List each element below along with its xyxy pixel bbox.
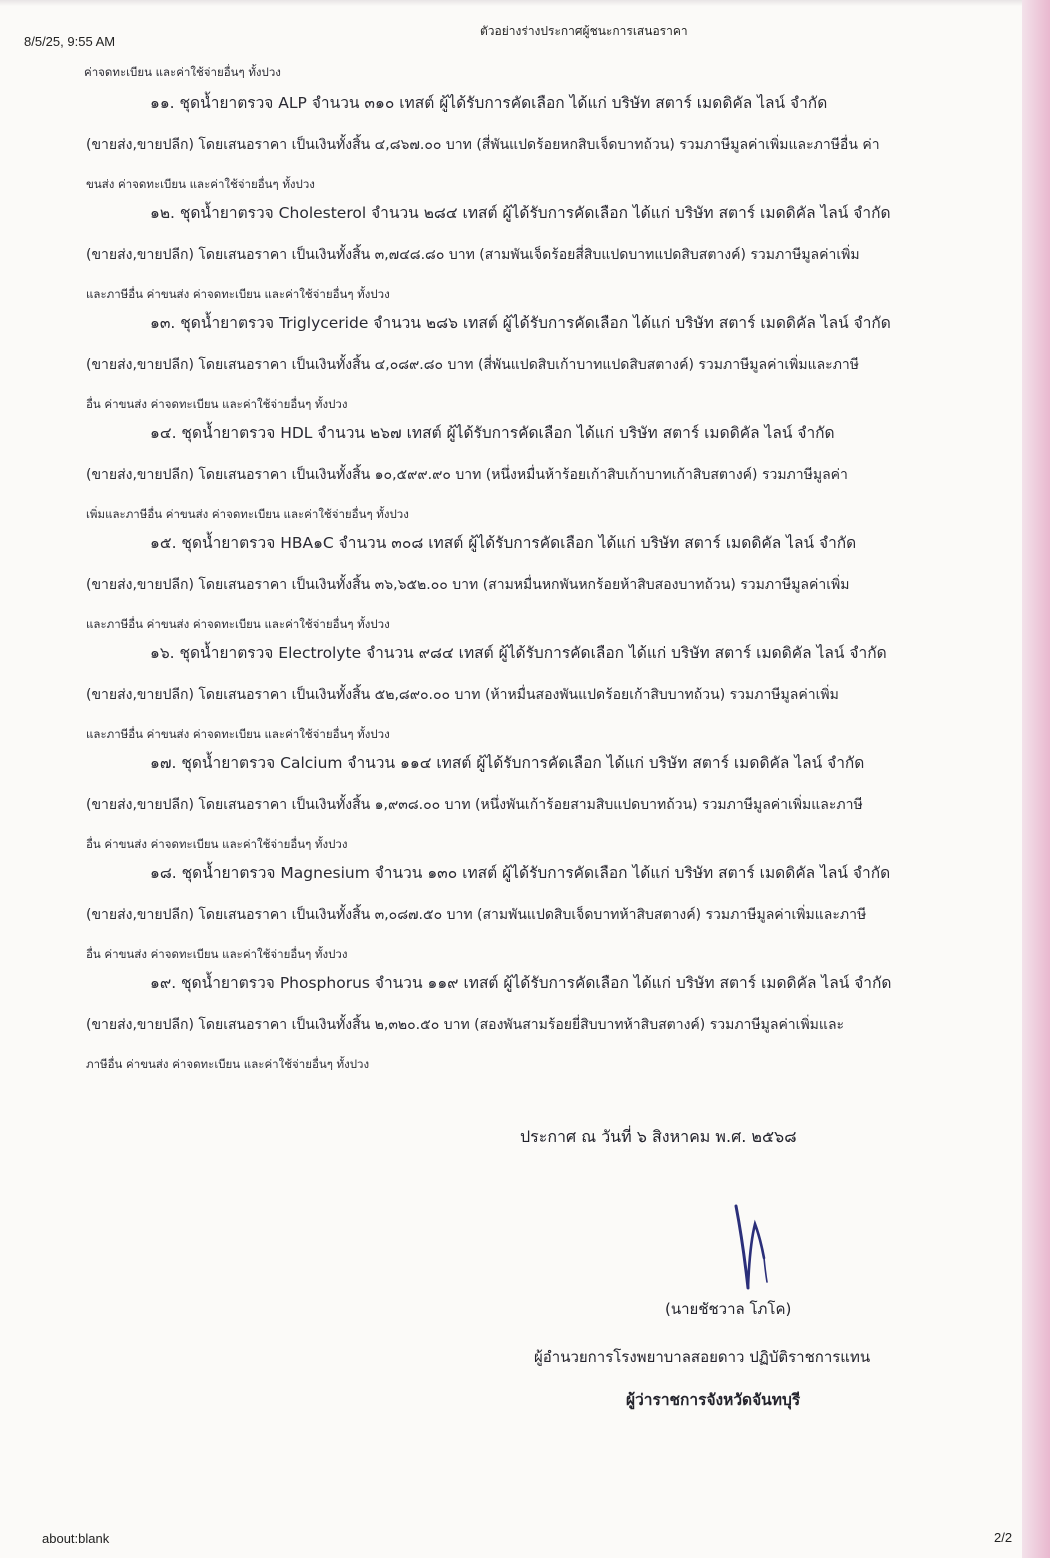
item-terms-line: อื่น ค่าขนส่ง ค่าจดทะเบียน และค่าใช้จ่ายอื่นๆ ทั้งปวง [86, 397, 348, 411]
item-terms-line: และภาษีอื่น ค่าขนส่ง ค่าจดทะเบียน และค่าใช้จ่ายอื่นๆ ทั้งปวง [86, 287, 390, 301]
item-price-line: (ขายส่ง,ขายปลีก) โดยเสนอราคา เป็นเงินทั้งสิ้น ๑๐,๕๙๙.๙๐ บาท (หนึ่งหมื่นห้าร้อยเก้าสิบเก้าบาทเก้าสิบสตางค์) รวมภาษีมูลค่า [86, 467, 848, 483]
item-price-line: (ขายส่ง,ขายปลีก) โดยเสนอราคา เป็นเงินทั้งสิ้น ๔,๘๖๗.๐๐ บาท (สี่พันแปดร้อยหกสิบเจ็ดบาทถ้วน) รวมภาษีมูลค่าเพิ่มและภาษีอื่น ค่า [86, 137, 880, 153]
item-price-line: (ขายส่ง,ขายปลีก) โดยเสนอราคา เป็นเงินทั้งสิ้น ๒,๓๒๐.๕๐ บาท (สองพันสามร้อยยี่สิบบาทห้าสิบสตางค์) รวมภาษีมูลค่าเพิ่มและ [86, 1017, 845, 1033]
page-top-shadow [0, 0, 1022, 6]
signature-mark [718, 1202, 788, 1292]
item-terms-line: ภาษีอื่น ค่าขนส่ง ค่าจดทะเบียน และค่าใช้จ่ายอื่นๆ ทั้งปวง [86, 1057, 370, 1071]
item-terms-line: และภาษีอื่น ค่าขนส่ง ค่าจดทะเบียน และค่าใช้จ่ายอื่นๆ ทั้งปวง [86, 727, 390, 741]
announcement-date: ประกาศ ณ วันที่ ๖ สิงหาคม พ.ศ. ๒๕๖๘ [520, 1127, 797, 1146]
item-lead-line: ๑๕. ชุดน้ำยาตรวจ HBA๑C จำนวน ๓๐๘ เทสต์ ผู้ได้รับการคัดเลือก ได้แก่ บริษัท สตาร์ เมดดิคัล ไลน์ จำกัด [150, 534, 857, 552]
signer-office: ผู้ว่าราชการจังหวัดจันทบุรี [626, 1391, 801, 1409]
item-lead-line: ๑๙. ชุดน้ำยาตรวจ Phosphorus จำนวน ๑๑๙ เทสต์ ผู้ได้รับการคัดเลือก ได้แก่ บริษัท สตาร์ เมดดิคัล ไลน์ จำกัด [150, 974, 892, 992]
item-price-line: (ขายส่ง,ขายปลีก) โดยเสนอราคา เป็นเงินทั้งสิ้น ๓,๗๔๘.๘๐ บาท (สามพันเจ็ดร้อยสี่สิบแปดบาทแปดสิบสตางค์) รวมภาษีมูลค่าเพิ่ม [86, 247, 860, 263]
item-price-line: (ขายส่ง,ขายปลีก) โดยเสนอราคา เป็นเงินทั้งสิ้น ๓,๐๘๗.๕๐ บาท (สามพันแปดสิบเจ็ดบาทห้าสิบสตางค์) รวมภาษีมูลค่าเพิ่มและภาษี [86, 907, 867, 923]
item-terms-line: อื่น ค่าขนส่ง ค่าจดทะเบียน และค่าใช้จ่ายอื่นๆ ทั้งปวง [86, 947, 348, 961]
signer-name: (นายชัชวาล โภโค) [665, 1300, 792, 1318]
signer-position: ผู้อำนวยการโรงพยาบาลสอยดาว ปฏิบัติราชการแทน [534, 1348, 871, 1366]
item-terms-line: เพิ่มและภาษีอื่น ค่าขนส่ง ค่าจดทะเบียน และค่าใช้จ่ายอื่นๆ ทั้งปวง [86, 507, 409, 521]
item-terms-line: ขนส่ง ค่าจดทะเบียน และค่าใช้จ่ายอื่นๆ ทั้งปวง [86, 177, 315, 191]
item-lead-line: ๑๘. ชุดน้ำยาตรวจ Magnesium จำนวน ๑๓๐ เทสต์ ผู้ได้รับการคัดเลือก ได้แก่ บริษัท สตาร์ เมดดิคัล ไลน์ จำกัด [150, 864, 891, 882]
item-terms-line: อื่น ค่าขนส่ง ค่าจดทะเบียน และค่าใช้จ่ายอื่นๆ ทั้งปวง [86, 837, 348, 851]
item-terms-line: และภาษีอื่น ค่าขนส่ง ค่าจดทะเบียน และค่าใช้จ่ายอื่นๆ ทั้งปวง [86, 617, 390, 631]
print-url: about:blank [42, 1531, 110, 1546]
opening-line: ค่าจดทะเบียน และค่าใช้จ่ายอื่นๆ ทั้งปวง [84, 65, 281, 79]
item-lead-line: ๑๖. ชุดน้ำยาตรวจ Electrolyte จำนวน ๙๘๔ เทสต์ ผู้ได้รับการคัดเลือก ได้แก่ บริษัท สตาร์ เมดดิคัล ไลน์ จำกัด [150, 644, 887, 662]
item-lead-line: ๑๓. ชุดน้ำยาตรวจ Triglyceride จำนวน ๒๘๖ เทสต์ ผู้ได้รับการคัดเลือก ได้แก่ บริษัท สตาร์ เมดดิคัล ไลน์ จำกัด [150, 314, 891, 332]
item-lead-line: ๑๔. ชุดน้ำยาตรวจ HDL จำนวน ๒๖๗ เทสต์ ผู้ได้รับการคัดเลือก ได้แก่ บริษัท สตาร์ เมดดิคัล ไลน์ จำกัด [150, 424, 835, 442]
item-lead-line: ๑๗. ชุดน้ำยาตรวจ Calcium จำนวน ๑๑๔ เทสต์ ผู้ได้รับการคัดเลือก ได้แก่ บริษัท สตาร์ เมดดิคัล ไลน์ จำกัด [150, 754, 865, 772]
item-lead-line: ๑๒. ชุดน้ำยาตรวจ Cholesterol จำนวน ๒๘๔ เทสต์ ผู้ได้รับการคัดเลือก ได้แก่ บริษัท สตาร์ เมดดิคัล ไลน์ จำกัด [150, 204, 891, 222]
print-page-number: 2/2 [994, 1530, 1013, 1545]
print-document-title: ตัวอย่างร่างประกาศผู้ชนะการเสนอราคา [480, 24, 688, 38]
item-price-line: (ขายส่ง,ขายปลีก) โดยเสนอราคา เป็นเงินทั้งสิ้น ๔,๐๘๙.๘๐ บาท (สี่พันแปดสิบเก้าบาทแปดสิบสตางค์) รวมภาษีมูลค่าเพิ่มและภาษี [86, 357, 860, 373]
item-price-line: (ขายส่ง,ขายปลีก) โดยเสนอราคา เป็นเงินทั้งสิ้น ๑,๙๓๘.๐๐ บาท (หนึ่งพันเก้าร้อยสามสิบแปดบาทถ้วน) รวมภาษีมูลค่าเพิ่มและภาษี [86, 797, 863, 813]
print-date-time: 8/5/25, 9:55 AM [24, 34, 116, 49]
item-lead-line: ๑๑. ชุดน้ำยาตรวจ ALP จำนวน ๓๑๐ เทสต์ ผู้ได้รับการคัดเลือก ได้แก่ บริษัท สตาร์ เมดดิคัล ไลน์ จำกัด [150, 94, 828, 112]
pink-backdrop-edge [1022, 0, 1050, 1558]
item-price-line: (ขายส่ง,ขายปลีก) โดยเสนอราคา เป็นเงินทั้งสิ้น ๕๒,๘๙๐.๐๐ บาท (ห้าหมื่นสองพันแปดร้อยเก้าสิบบาทถ้วน) รวมภาษีมูลค่าเพิ่ม [86, 687, 839, 703]
item-price-line: (ขายส่ง,ขายปลีก) โดยเสนอราคา เป็นเงินทั้งสิ้น ๓๖,๖๕๒.๐๐ บาท (สามหมื่นหกพันหกร้อยห้าสิบสองบาทถ้วน) รวมภาษีมูลค่าเพิ่ม [86, 577, 850, 593]
